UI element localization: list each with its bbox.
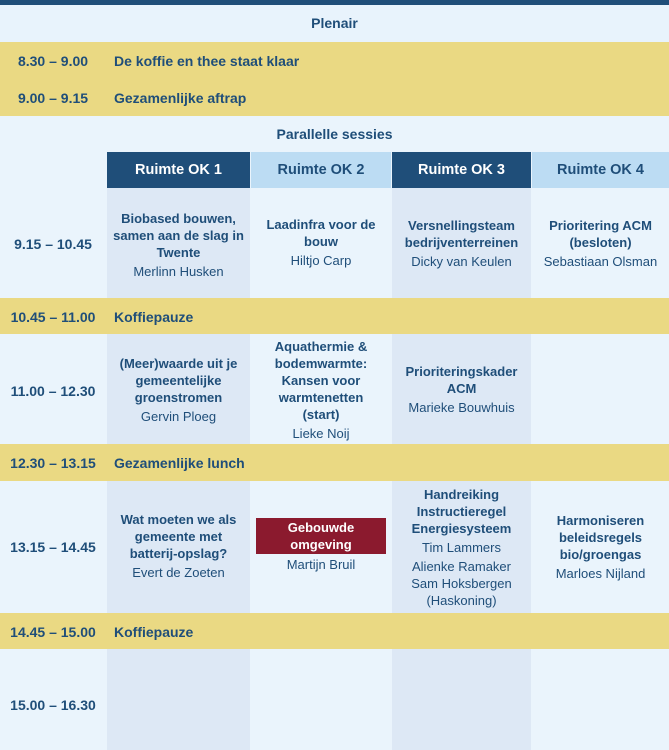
session-title: (Meer)waarde uit je gemeentelijke groenstromen [119, 356, 238, 405]
session-speaker: Tim Lammers [422, 539, 501, 555]
col-ok1-slot4-bg [107, 649, 250, 750]
parallel-title: Parallelle sessies [276, 126, 393, 142]
session-speaker: Gervin Ploeg [140, 409, 217, 424]
plenary-row-1-label: De koffie en thee staat klaar [114, 53, 300, 69]
slot2-time: 11.00 – 12.30 [10, 383, 96, 399]
session-speaker: Dicky van Keulen [411, 253, 512, 269]
plenair-title: Plenair [311, 15, 358, 31]
session-slot3-ok1 [107, 500, 250, 592]
session-title: Versnellingsteam bedrijventerreinen [404, 217, 519, 250]
session-speaker: Merlinn Husken [133, 264, 224, 279]
session-slot1-ok1 [107, 200, 250, 290]
session-title: Handreiking Instructieregel Energiesysteem [411, 486, 512, 536]
session-title: Prioritering ACM (besloten) [549, 217, 652, 250]
room-header-ok1: Ruimte OK 1 [107, 152, 250, 188]
break1-time: 10.45 – 11.00 [10, 309, 96, 325]
room-header-ok2: Ruimte OK 2 [251, 152, 391, 188]
plenary-row-2-label: Gezamenlijke aftrap [114, 90, 247, 106]
session-slot3-ok3 [392, 482, 531, 612]
session-speaker: Marloes Nijland [555, 566, 646, 581]
session-slot3-ok2 [251, 512, 391, 578]
session-speaker: Lieke Noij [292, 426, 350, 441]
session-title: Wat moeten we als gemeente met batterij-opslag? [120, 512, 237, 561]
session-speaker: Marieke Bouwhuis [408, 399, 515, 415]
session-speaker: Sam Hoksbergen (Haskoning) [411, 575, 512, 608]
break1-label: Koffiepauze [114, 309, 194, 325]
session-title: Harmoniseren beleidsregels bio/groengas [556, 513, 645, 562]
session-slot3-ok4 [532, 508, 669, 586]
plenary-row-1-time: 8.30 – 9.00 [17, 53, 89, 69]
session-slot2-ok3 [392, 346, 531, 432]
session-slot1-ok2 [251, 200, 391, 284]
session-speaker: Evert de Zoeten [132, 565, 225, 580]
break2-time: 14.45 – 15.00 [10, 624, 96, 640]
session-title: Laadinfra voor de bouw [266, 216, 376, 249]
session-title: Biobased bouwen, samen aan de slag in Twente [113, 211, 244, 260]
break2-label: Koffiepauze [114, 624, 194, 640]
session-tag: Gebouwde omgeving [256, 518, 386, 554]
session-slot2-ok2 [260, 337, 382, 443]
lunch-label: Gezamenlijke lunch [114, 455, 245, 471]
room-header-ok3: Ruimte OK 3 [392, 152, 531, 188]
lunch-time: 12.30 – 13.15 [10, 455, 96, 471]
slot3-time: 13.15 – 14.45 [10, 539, 96, 555]
session-speaker: Sebastiaan Olsman [543, 253, 658, 269]
plenary-row-2-time: 9.00 – 9.15 [17, 90, 89, 106]
session-speaker: Hiltjo Carp [290, 252, 352, 268]
slot4-time: 15.00 – 16.30 [10, 697, 96, 713]
session-speaker: Alienke Ramaker [412, 558, 511, 574]
session-title: Prioriteringskader ACM [405, 363, 518, 396]
session-slot1-ok4 [532, 200, 669, 286]
slot1-time: 9.15 – 10.45 [14, 236, 92, 252]
session-slot2-ok1 [107, 346, 250, 434]
room-header-ok4: Ruimte OK 4 [532, 152, 669, 188]
session-speaker: Martijn Bruil [286, 556, 356, 572]
col-ok3-slot4-bg [392, 649, 531, 750]
session-slot1-ok3 [392, 200, 531, 286]
session-title: Aquathermie & bodemwarmte: Kansen voor warmtenetten (start) [274, 339, 368, 422]
